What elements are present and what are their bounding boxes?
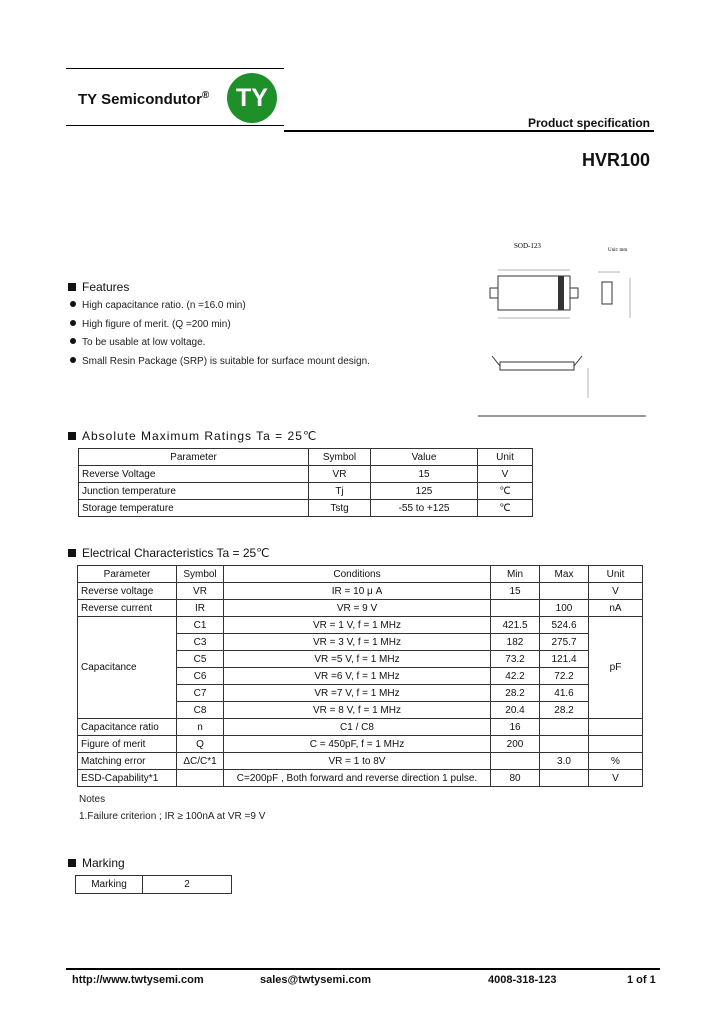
table-row: Reverse voltage VR IR = 10 μ A 15 V xyxy=(78,583,643,600)
notes-title: Notes xyxy=(79,794,106,805)
bullet-icon xyxy=(70,357,76,363)
section-bullet-icon xyxy=(68,432,76,440)
table-row: Capacitance C1 VR = 1 V, f = 1 MHz 421.5 524.6 pF xyxy=(78,617,643,634)
table-row: Reverse Voltage VR 15 V xyxy=(79,466,533,483)
footer-email[interactable]: sales@twtysemi.com xyxy=(260,974,371,986)
capacitance-unit: pF xyxy=(589,617,643,719)
table-header-row: Parameter Symbol Conditions Min Max Unit xyxy=(78,566,643,583)
header-cell: Parameter xyxy=(79,449,309,466)
footer-phone: 4008-318-123 xyxy=(488,974,557,986)
elec-heading: Electrical Characteristics Ta = 25℃ xyxy=(68,546,270,560)
section-bullet-icon xyxy=(68,283,76,291)
table-row: Matching error ΔC/C*1 VR = 1 to 8V 3.0 % xyxy=(78,753,643,770)
features-heading: Features xyxy=(68,280,129,294)
table-header-row xyxy=(79,449,533,466)
table-row: Junction temperature Tj 125 ℃ xyxy=(79,483,533,500)
table-row: Storage temperature Tstg -55 to +125 ℃ xyxy=(79,500,533,517)
header-cell: Symbol xyxy=(309,449,371,466)
feature-item: High figure of merit. (Q =200 min) xyxy=(70,319,231,330)
table-row: C3 VR = 3 V, f = 1 MHz 182 275.7 xyxy=(78,634,643,651)
table-row: Capacitance ratio n C1 / C8 16 xyxy=(78,719,643,736)
bullet-icon xyxy=(70,338,76,344)
header-rule-bottom xyxy=(66,125,284,126)
section-bullet-icon xyxy=(68,859,76,867)
product-spec-title: Product specification xyxy=(527,116,650,130)
table-row: ESD-Capability*1 C=200pF , Both forward and reverse direction 1 pulse. 80 V xyxy=(78,770,643,787)
table-row: C5 VR =5 V, f = 1 MHz 73.2 121.4 xyxy=(78,651,643,668)
company-logo: TY xyxy=(227,73,277,123)
marking-table xyxy=(75,875,232,894)
table-row: Reverse current IR VR = 9 V 100 nA xyxy=(78,600,643,617)
footer-url[interactable]: http://www.twtysemi.com xyxy=(72,974,204,986)
section-bullet-icon xyxy=(68,549,76,557)
bullet-icon xyxy=(70,301,76,307)
brand-name: TY Semicondutor® xyxy=(78,90,210,108)
feature-item: To be usable at low voltage. xyxy=(70,337,205,348)
marking-heading: Marking xyxy=(68,856,125,870)
spec-rule xyxy=(284,130,654,132)
header-rule-top xyxy=(66,68,284,69)
package-unit: Unit: mm xyxy=(608,248,628,253)
header-cell: Unit xyxy=(478,449,533,466)
table-row: Figure of merit Q C = 450pF, f = 1 MHz 200 xyxy=(78,736,643,753)
abs-max-heading: Absolute Maximum Ratings Ta = 25℃ xyxy=(68,429,317,443)
feature-item: Small Resin Package (SRP) is suitable for surface mount design. xyxy=(70,356,370,367)
package-label: SOD-123 xyxy=(514,242,541,250)
footer-page: 1 of 1 xyxy=(627,974,656,986)
model-number: HVR100 xyxy=(581,150,650,170)
header-cell: Value xyxy=(371,449,478,466)
table-row: Marking 2 xyxy=(76,876,232,894)
bullet-icon xyxy=(70,320,76,326)
footer-rule xyxy=(66,968,660,970)
table-row: C6 VR =6 V, f = 1 MHz 42.2 72.2 xyxy=(78,668,643,685)
elec-table xyxy=(77,565,643,787)
package-outline-drawing xyxy=(470,238,650,418)
table-row: C7 VR =7 V, f = 1 MHz 28.2 41.6 xyxy=(78,685,643,702)
capacitance-label: Capacitance xyxy=(78,617,177,719)
table-row: C8 VR = 8 V, f = 1 MHz 20.4 28.2 xyxy=(78,702,643,719)
abs-max-table xyxy=(78,448,533,517)
note-1: 1.Failure criterion ; IR ≥ 100nA at VR =9 V xyxy=(79,811,266,822)
feature-item: High capacitance ratio. (n =16.0 min) xyxy=(70,300,246,311)
